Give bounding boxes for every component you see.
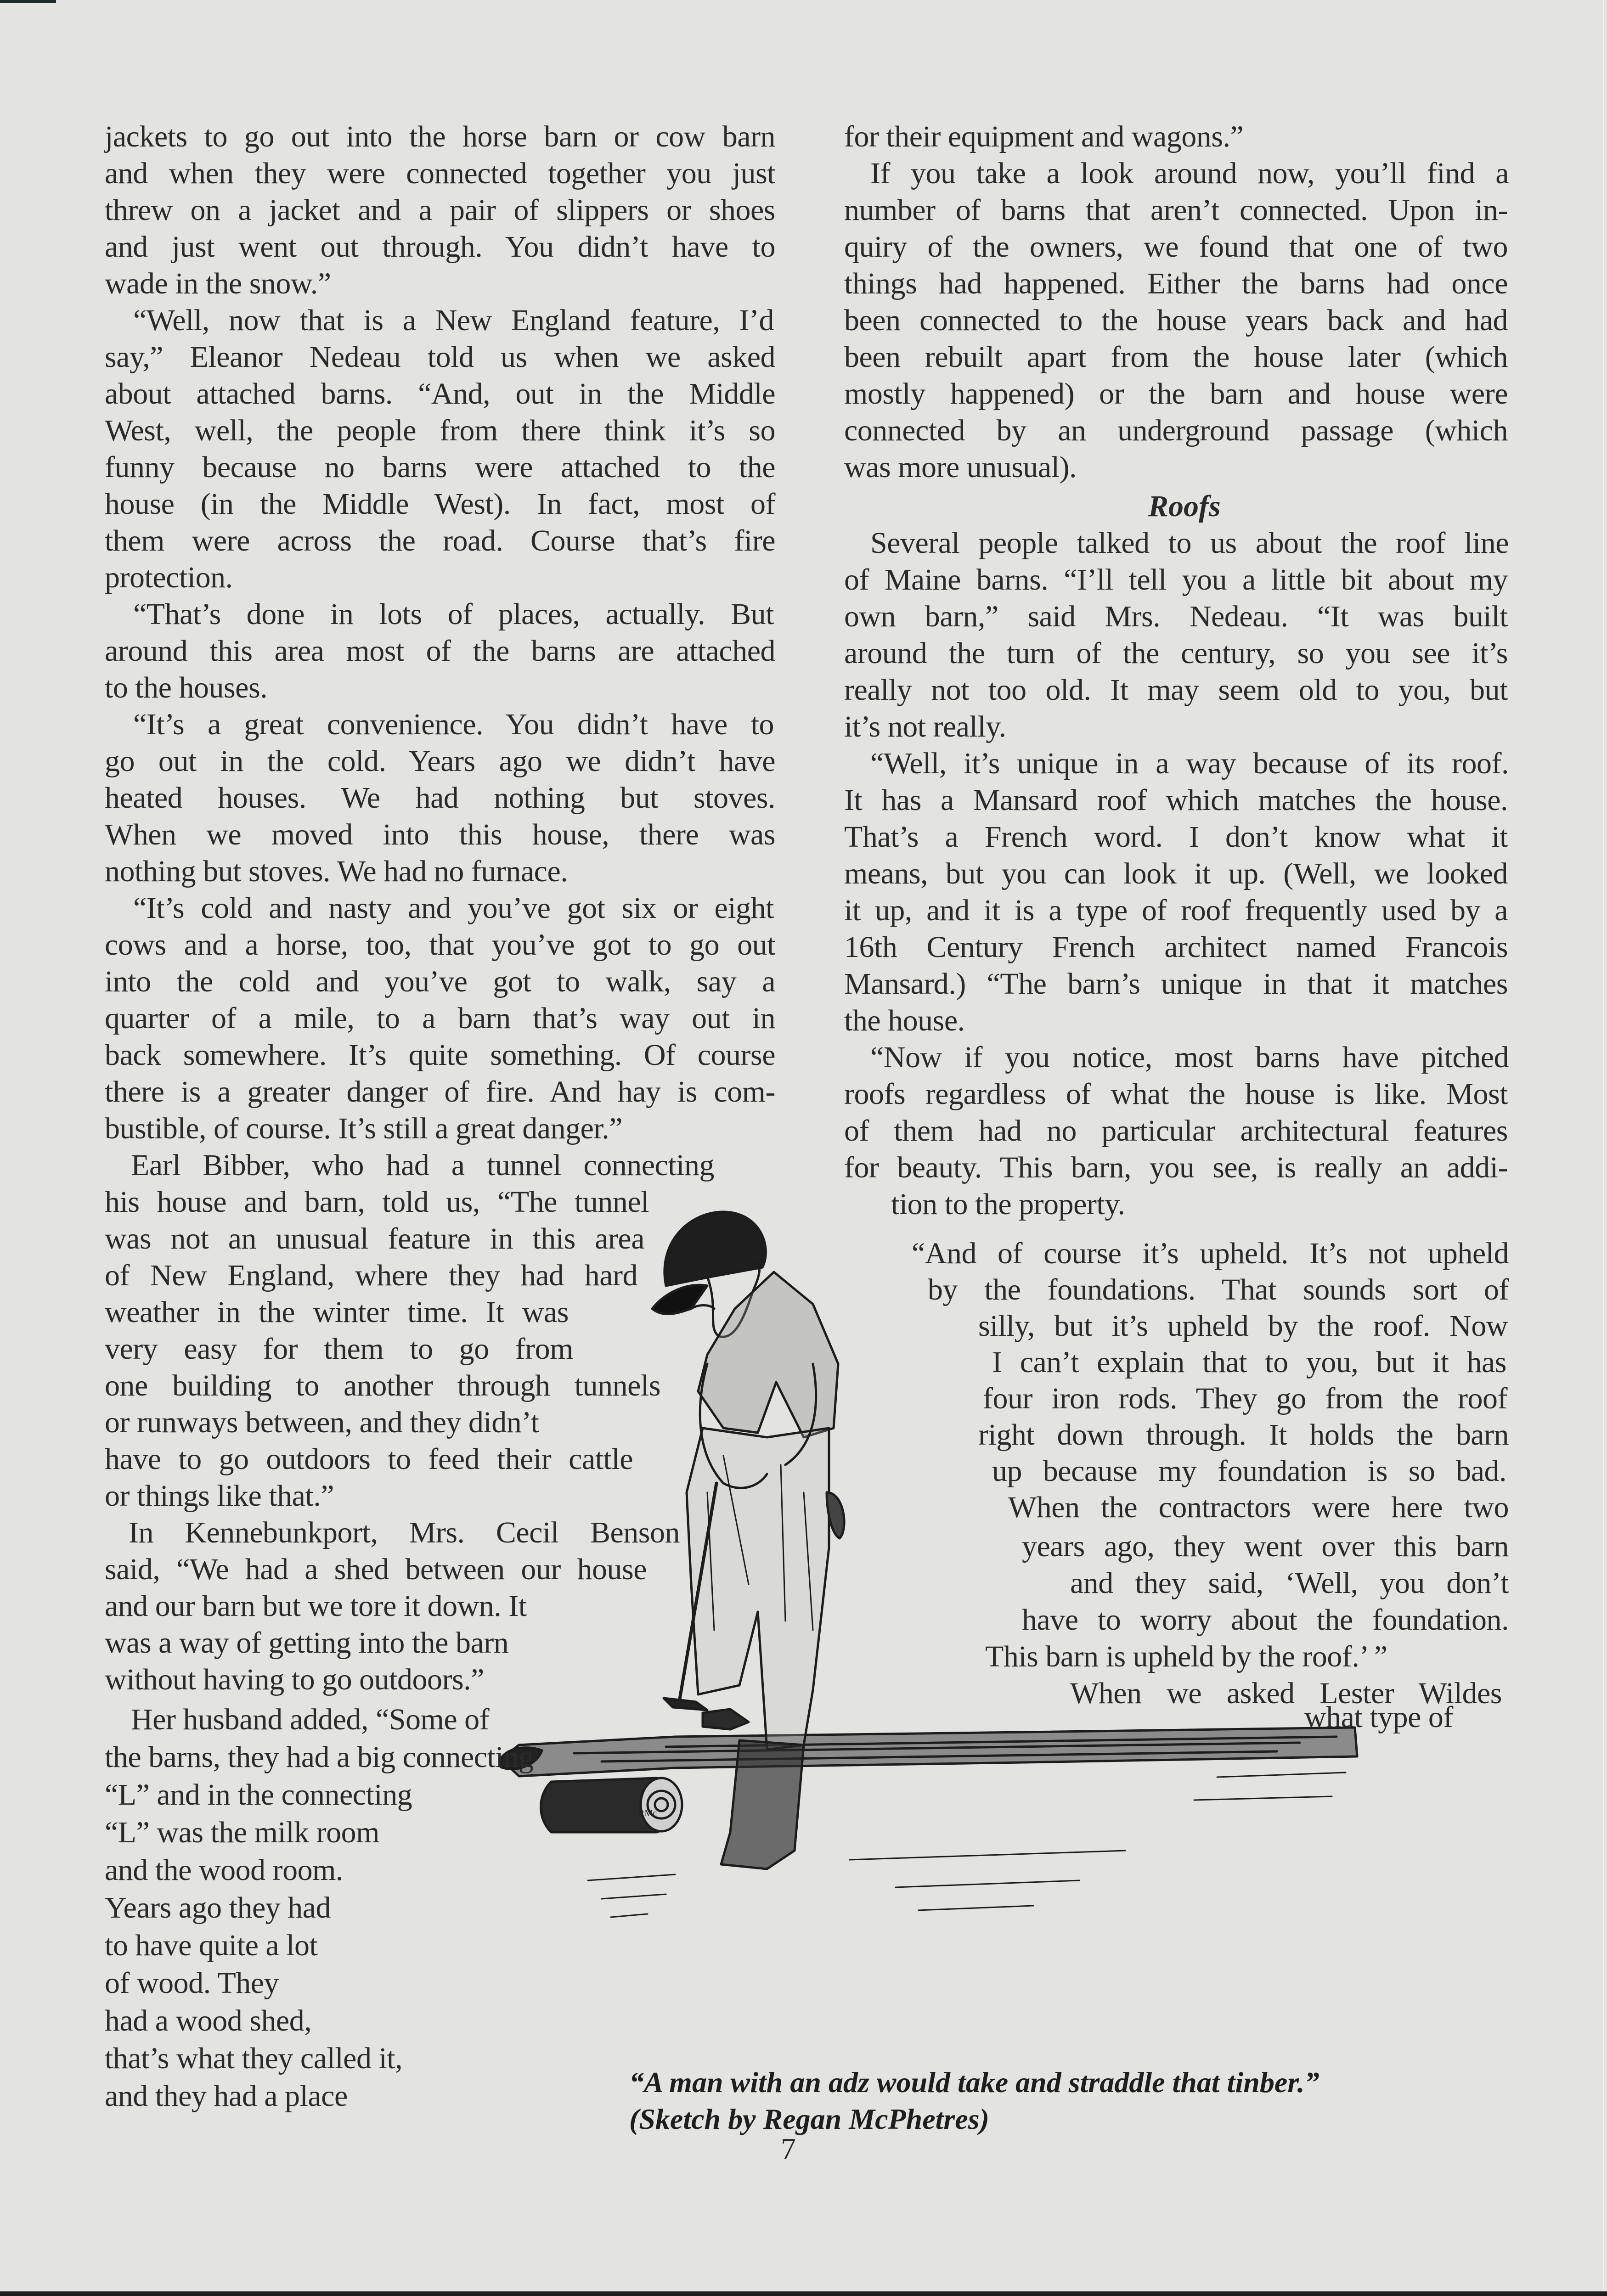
text-line: it’s not really. [844,710,1006,743]
text-line: “Well, it’s unique in a way because of its roof. [870,747,1509,780]
text-line: or things like that.” [105,1479,334,1513]
text-line: heated houses. We had nothing but stoves. [105,781,775,815]
text-line: “It’s cold and nasty and you’ve got six or eight [133,891,774,925]
text-line: funny because no barns were attached to the [105,450,775,484]
text-line: said, “We had a shed between our house [105,1553,647,1586]
text-line: been rebuilt apart from the house later (which [844,340,1508,374]
text-line: “Well, now that is a New England feature, I’d [133,304,774,337]
text-line: own barn,” said Mrs. Nedeau. “It was built [844,600,1508,633]
text-line: for beauty. This barn, you see, is really an addi- [844,1151,1508,1184]
text-line: to the houses. [105,671,268,704]
text-line: “L” and in the connecting [105,1778,412,1812]
page-edge [1603,0,1604,2291]
text-line: there is a greater danger of fire. And hay is com- [105,1075,775,1109]
log-drawing [541,1778,682,1832]
text-line: protection. [105,561,233,594]
text-line: for their equipment and wagons.” [844,120,1244,153]
text-line: That’s a French word. I don’t know what it [844,820,1508,854]
text-line: of wood. They [105,1966,279,2000]
text-line: was a way of getting into the barn [105,1626,509,1660]
text-line: without having to go outdoors.” [105,1663,484,1696]
figure-caption-quote: “A man with an adz would take and straddle that tinber.” [629,2066,1319,2099]
text-line: 16th Century French architect named Francois [844,930,1508,964]
text-line: Years ago they had [105,1891,331,1925]
section-heading-roofs: Roofs [1148,490,1221,523]
text-line: I can’t explain that to you, but it has [992,1345,1506,1379]
text-line: of them had no particular architectural features [844,1114,1508,1148]
text-line: around the turn of the century, so you see it’s [844,636,1508,670]
text-line: up because my foundation is so bad. [992,1454,1506,1488]
text-line: about attached barns. “And, out in the Middle [105,377,775,411]
text-line: his house and barn, told us, “The tunnel [105,1185,649,1219]
text-line: go out in the cold. Years ago we didn’t have [105,744,775,778]
text-line: say,” Eleanor Nedeau told us when we asked [105,340,775,374]
text-line: If you take a look around now, you’ll find a [870,157,1509,190]
text-line: and they said, ‘Well, you don’t [1070,1566,1509,1600]
text-line: nothing but stoves. We had no furnace. [105,855,568,888]
text-line: of Maine barns. “I’ll tell you a little bit about my [844,563,1508,597]
text-line: Several people talked to us about the roof line [870,526,1509,560]
text-line: one building to another through tunnels [105,1369,660,1402]
text-line: When we moved into this house, there was [105,818,775,851]
text-line: house (in the Middle West). In fact, most of [105,487,775,521]
text-line: connected by an underground passage (which [844,414,1508,447]
text-line: “That’s done in lots of places, actually. But [133,597,774,631]
text-line: have to worry about the foundation. [1022,1603,1509,1637]
text-line: “L” was the milk room [105,1816,380,1849]
text-line: and when they were connected together you just [105,157,775,190]
text-line: cows and a horse, too, that you’ve got to go out [105,928,775,962]
text-line: This barn is upheld by the roof.’ ” [985,1640,1387,1673]
text-line: Mansard.) “The barn’s unique in that it matches [844,967,1508,1001]
text-line: When we asked Lester Wildes [1070,1677,1502,1710]
text-line: It has a Mansard roof which matches the house. [844,783,1508,817]
text-line: jackets to go out into the horse barn or cow barn [105,120,775,153]
text-line: wade in the snow.” [105,267,331,300]
text-line: silly, but it’s upheld by the roof. Now [978,1309,1508,1343]
text-line: what type of [1304,1700,1453,1734]
text-line: threw on a jacket and a pair of slippers or shoes [105,193,775,227]
text-line: the house. [844,1004,965,1037]
text-line: and the wood room. [105,1853,343,1887]
man-figure [652,1212,844,1869]
text-line: that’s what they called it, [105,2042,403,2075]
timber-beam-drawing [501,1728,1357,1776]
text-line: really not too old. It may seem old to you, but [844,673,1508,707]
text-line: have to go outdoors to feed their cattle [105,1442,633,1476]
text-line: mostly happened) or the barn and house were [844,377,1508,411]
text-line: four iron rods. They go from the roof [983,1382,1507,1415]
text-line: quarter of a mile, to a barn that’s way out in [105,1002,775,1035]
text-line: “And of course it’s upheld. It’s not upheld [912,1237,1509,1270]
text-line: and our barn but we tore it down. It [105,1589,527,1623]
text-line: back somewhere. It’s quite something. Of course [105,1038,775,1072]
text-line: or runways between, and they didn’t [105,1406,539,1439]
text-line: around this area most of the barns are attached [105,634,775,668]
text-line: quiry of the owners, we found that one of two [844,230,1508,264]
artist-signature: RMc [638,1808,657,1818]
page-number: 7 [781,2132,796,2166]
text-line: of New England, where they had hard [105,1259,637,1292]
text-line: was more unusual). [844,450,1077,484]
text-line: Earl Bibber, who had a tunnel connecting [131,1148,714,1182]
text-line: “It’s a great convenience. You didn’t have to [133,708,774,741]
figure-caption-credit: (Sketch by Regan McPhetres) [629,2103,989,2135]
text-line: number of barns that aren’t connected. Upon in- [844,193,1508,227]
text-line: things had happened. Either the barns had once [844,267,1508,300]
text-line: “Now if you notice, most barns have pitched [870,1041,1509,1074]
text-line: the barns, they had a big connecting [105,1740,534,1774]
text-line: them were across the road. Course that’s fire [105,524,775,557]
scan-bottom-edge [0,2291,1607,2296]
text-line: roofs regardless of what the house is like. Most [844,1077,1508,1111]
ground-hatching [588,1773,1346,1917]
text-line: tion to the property. [891,1187,1125,1221]
text-line: by the foundations. That sounds sort of [928,1273,1509,1306]
text-line: been connected to the house years back and had [844,304,1508,337]
text-line: was not an unusual feature in this area [105,1222,644,1255]
text-line: Her husband added, “Some of [131,1703,490,1736]
text-line: to have quite a lot [105,1929,318,1962]
text-line: right down through. It holds the barn [978,1418,1509,1452]
text-line: When the contractors were here two [1008,1491,1509,1524]
text-line: it up, and it is a type of roof frequently used by a [844,894,1508,927]
text-line: In Kennebunkport, Mrs. Cecil Benson [129,1516,680,1549]
text-line: had a wood shed, [105,2004,312,2037]
text-line: into the cold and you’ve got to walk, say a [105,965,775,998]
text-line: very easy for them to go from [105,1332,573,1366]
text-line: means, but you can look it up. (Well, we looked [844,857,1508,890]
text-line: bustible, of course. It’s still a great danger.” [105,1112,623,1145]
text-line: and they had a place [105,2079,348,2113]
text-line: weather in the winter time. It was [105,1295,569,1329]
text-line: and just went out through. You didn’t have to [105,230,775,264]
text-line: years ago, they went over this barn [1022,1530,1509,1563]
scan-edge-mark [0,0,56,3]
text-line: West, well, the people from there think it’s so [105,414,775,447]
